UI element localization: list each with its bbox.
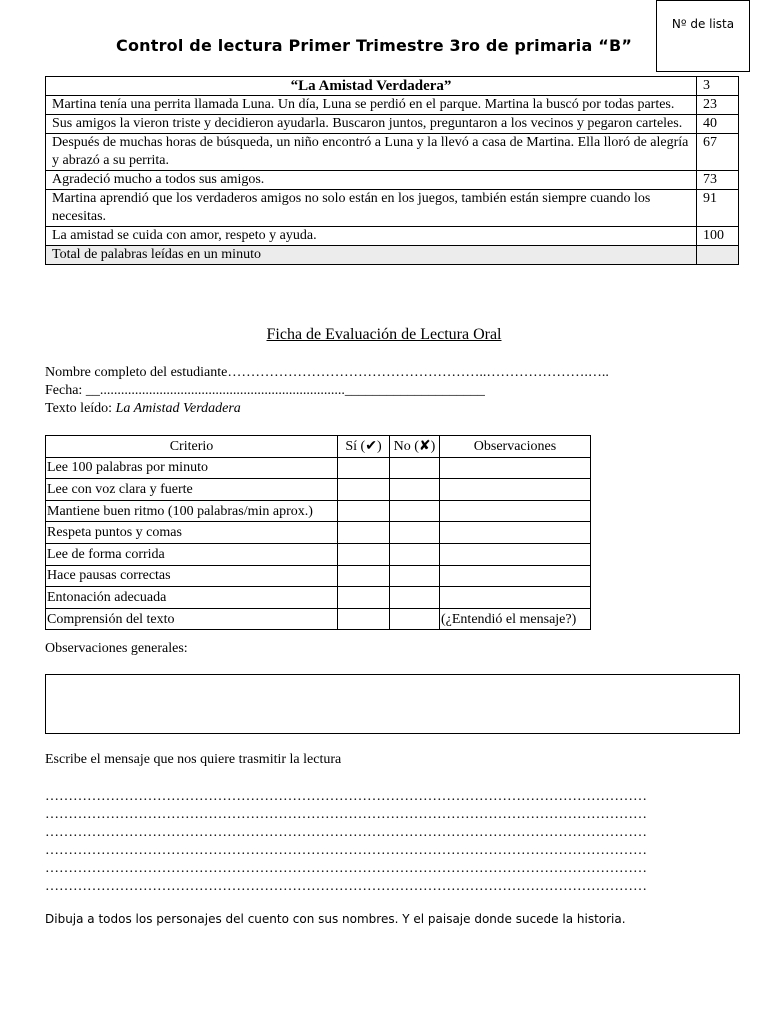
evaluation-table [45,435,591,630]
answer-line[interactable]: ………………………………………………………………………………………………………………… [45,861,647,876]
criterion: Hace pausas correctas [46,565,338,587]
answer-line[interactable]: ………………………………………………………………………………………………………………… [45,807,647,822]
word-count: 100 [697,227,739,246]
yes-cell[interactable] [338,543,390,565]
message-prompt: Escribe el mensaje que nos quiere trasmitir la lectura [45,752,342,767]
criterion: Comprensión del texto [46,608,338,630]
observation-cell[interactable] [440,479,591,501]
no-cell[interactable] [390,522,440,544]
word-count: 3 [697,77,739,96]
no-cell[interactable] [390,457,440,479]
table-row [46,479,591,501]
observation-cell[interactable] [440,543,591,565]
text-read-label: Texto leído: [45,401,116,416]
table-row [46,587,591,609]
answer-line[interactable]: ………………………………………………………………………………………………………………… [45,879,647,894]
total-words-field[interactable] [697,246,739,265]
header-si: Sí (✔) [338,436,390,458]
yes-cell[interactable] [338,522,390,544]
drawing-prompt: Dibuja a todos los personajes del cuento con sus nombres. Y el paisaje donde sucede la historia. [45,912,626,926]
answer-line[interactable]: ………………………………………………………………………………………………………………… [45,789,647,804]
observation-cell[interactable]: (¿Entendió el mensaje?) [440,608,591,630]
header-criterio: Criterio [46,436,338,458]
story-paragraph: Sus amigos la vieron triste y decidieron ayudarla. Buscaron juntos, preguntaron a los vecinos y pegaron carteles. [46,115,697,134]
observation-cell[interactable] [440,457,591,479]
no-cell[interactable] [390,543,440,565]
header-observaciones: Observaciones [440,436,591,458]
no-cell[interactable] [390,565,440,587]
yes-cell[interactable] [338,500,390,522]
yes-cell[interactable] [338,479,390,501]
criterion: Entonación adecuada [46,587,338,609]
date-field[interactable]: Fecha: __......................................................................____________________ [45,383,485,398]
observation-cell[interactable] [440,522,591,544]
word-count: 67 [697,134,739,171]
criterion: Respeta puntos y comas [46,522,338,544]
criterion: Lee de forma corrida [46,543,338,565]
word-count: 91 [697,190,739,227]
story-paragraph: La amistad se cuida con amor, respeto y ayuda. [46,227,697,246]
header-no: No (✘) [390,436,440,458]
story-paragraph: Después de muchas horas de búsqueda, un niño encontró a Luna y la llevó a casa de Martina. Ella lloró de alegría y abrazó a su perrita. [46,134,697,171]
text-read-line [45,400,241,418]
observation-cell[interactable] [440,565,591,587]
observation-cell[interactable] [440,587,591,609]
criterion: Lee 100 palabras por minuto [46,457,338,479]
table-row [46,565,591,587]
criterion: Mantiene buen ritmo (100 palabras/min aprox.) [46,500,338,522]
no-cell[interactable] [390,587,440,609]
no-cell[interactable] [390,500,440,522]
answer-line[interactable]: ………………………………………………………………………………………………………………… [45,843,647,858]
yes-cell[interactable] [338,608,390,630]
yes-cell[interactable] [338,587,390,609]
table-row [46,500,591,522]
yes-cell[interactable] [338,457,390,479]
table-row [46,608,591,630]
table-row [46,522,591,544]
story-paragraph: Agradeció mucho a todos sus amigos. [46,171,697,190]
no-cell[interactable] [390,479,440,501]
text-read-value: La Amistad Verdadera [115,401,241,416]
evaluation-title: Ficha de Evaluación de Lectura Oral [266,326,502,343]
table-row [46,457,591,479]
story-table [45,76,739,265]
word-count: 23 [697,96,739,115]
story-title: “La Amistad Verdadera” [46,77,697,96]
list-number-label: Nº de lista [671,17,735,31]
answer-line[interactable]: ………………………………………………………………………………………………………………… [45,825,647,840]
story-paragraph: Martina tenía una perrita llamada Luna. Un día, Luna se perdió en el parque. Martina la buscó por todas partes. [46,96,697,115]
criterion: Lee con voz clara y fuerte [46,479,338,501]
general-observations-box[interactable] [45,674,740,734]
student-name-field[interactable]: Nombre completo del estudiante………………………………………………..………………….….. [45,365,609,380]
word-count: 73 [697,171,739,190]
observation-cell[interactable] [440,500,591,522]
yes-cell[interactable] [338,565,390,587]
general-observations-label: Observaciones generales: [45,641,188,656]
table-row [46,543,591,565]
word-count: 40 [697,115,739,134]
page-title: Control de lectura Primer Trimestre 3ro de primaria “B” [116,36,633,55]
total-words-label: Total de palabras leídas en un minuto [46,246,697,265]
story-paragraph: Martina aprendió que los verdaderos amigos no solo están en los juegos, también están siempre cuando los necesitas. [46,190,697,227]
no-cell[interactable] [390,608,440,630]
list-number-box[interactable] [656,0,750,72]
